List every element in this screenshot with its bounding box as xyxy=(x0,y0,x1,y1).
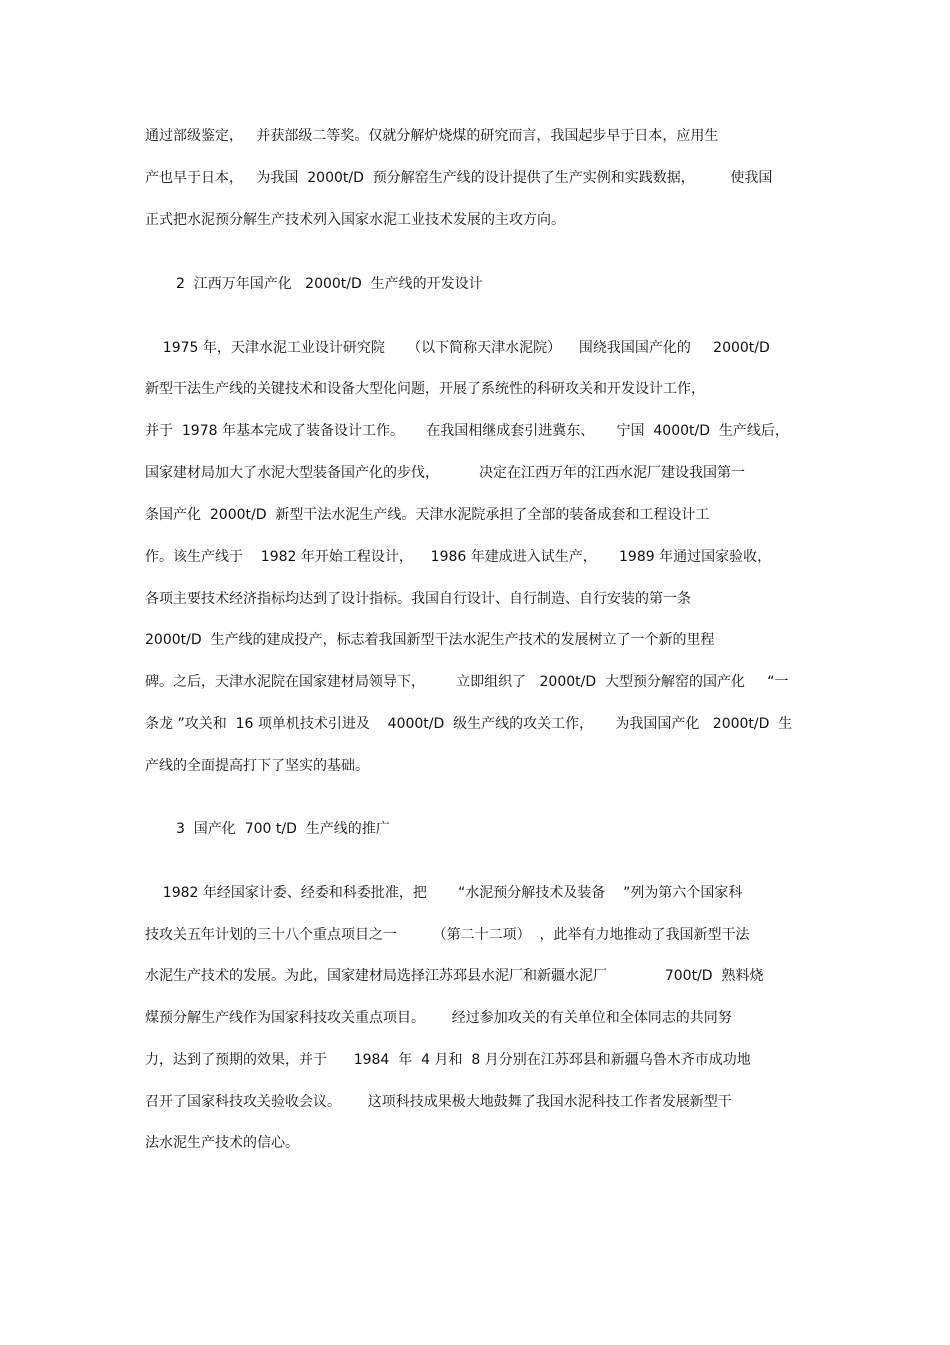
section-2-line-11: 产线的全面提高打下了坚实的基础。 xyxy=(145,758,369,774)
section-3-line-6: 召开了国家科技攻关验收会议。 这项科技成果极大地鼓舞了我国水泥科技工作者发展新型干 xyxy=(145,1094,732,1110)
section-2-line-10: 条龙 ”攻关和 16 项单机技术引进及 4000t/D 级生产线的攻关工作， 为我国国产化 2000t/D 生 xyxy=(145,716,793,732)
section-3-line-1: 1982 年经国家计委、经委和科委批准，把 “水泥预分解技术及装备 ”列为第六个国家科 xyxy=(145,885,743,901)
section-3-line-4: 煤预分解生产线作为国家科技攻关重点项目。 经过参加攻关的有关单位和全体同志的共同努 xyxy=(145,1010,732,1026)
section-3-line-2: 技攻关五年计划的三十八个重点项目之一 （第二十二项） ，此举有力地推动了我国新型干法 xyxy=(145,927,750,943)
section-2-line-5: 条国产化 2000t/D 新型干法水泥生产线。天津水泥院承担了全部的装备成套和工程设计工 xyxy=(145,507,710,523)
section-2-line-2: 新型干法生产线的关键技术和设备大型化问题，开展了系统性的科研攻关和开发设计工作， xyxy=(145,381,705,397)
section-2-line-4: 国家建材局加大了水泥大型装备国产化的步伐， 决定在江西万年的江西水泥厂建设我国第一 xyxy=(145,465,746,481)
section-2-line-6: 作。该生产线于 1982 年开始工程设计， 1986 年建成进入试生产， 1989 年通过国家验收， xyxy=(145,549,772,565)
intro-line-3: 正式把水泥预分解生产技术列入国家水泥工业技术发展的主攻方向。 xyxy=(145,212,565,228)
section-2-heading: 2 江西万年国产化 2000t/D 生产线的开发设计 xyxy=(176,276,483,292)
section-3-line-7: 法水泥生产技术的信心。 xyxy=(145,1135,299,1151)
section-2-line-3: 并于 1978 年基本完成了装备设计工作。 在我国相继成套引进冀东、 宁国 4000t/D 生产线后， xyxy=(145,423,789,439)
section-2-line-8: 2000t/D 生产线的建成投产，标志着我国新型干法水泥生产技术的发展树立了一个新的里程 xyxy=(145,632,715,648)
intro-line-2: 产也早于日本， 为我国 2000t/D 预分解窑生产线的设计提供了生产实例和实践数据， 使我国 xyxy=(145,170,773,186)
intro-line-1: 通过部级鉴定， 并获部级二等奖。仅就分解炉烧煤的研究而言，我国起步早于日本，应用生 xyxy=(145,128,719,144)
section-2-line-7: 各项主要技术经济指标均达到了设计指标。我国自行设计、自行制造、自行安装的第一条 xyxy=(145,591,691,607)
section-3-line-3: 水泥生产技术的发展。为此，国家建材局选择江苏邳县水泥厂和新疆水泥厂 700t/D 熟料烧 xyxy=(145,968,764,984)
section-2-line-9: 碑。之后，天津水泥院在国家建材局领导下， 立即组织了 2000t/D 大型预分解窑的国产化 “一 xyxy=(145,674,789,690)
section-3-heading: 3 国产化 700 t/D 生产线的推广 xyxy=(176,821,390,837)
section-3-line-5: 力，达到了预期的效果，并于 1984 年 4 月和 8 月分别在江苏邳县和新疆乌鲁木齐市成功地 xyxy=(145,1052,751,1068)
section-2-line-1: 1975 年，天津水泥工业设计研究院 （以下简称天津水泥院） 围绕我国国产化的 2000t/D xyxy=(145,340,770,356)
